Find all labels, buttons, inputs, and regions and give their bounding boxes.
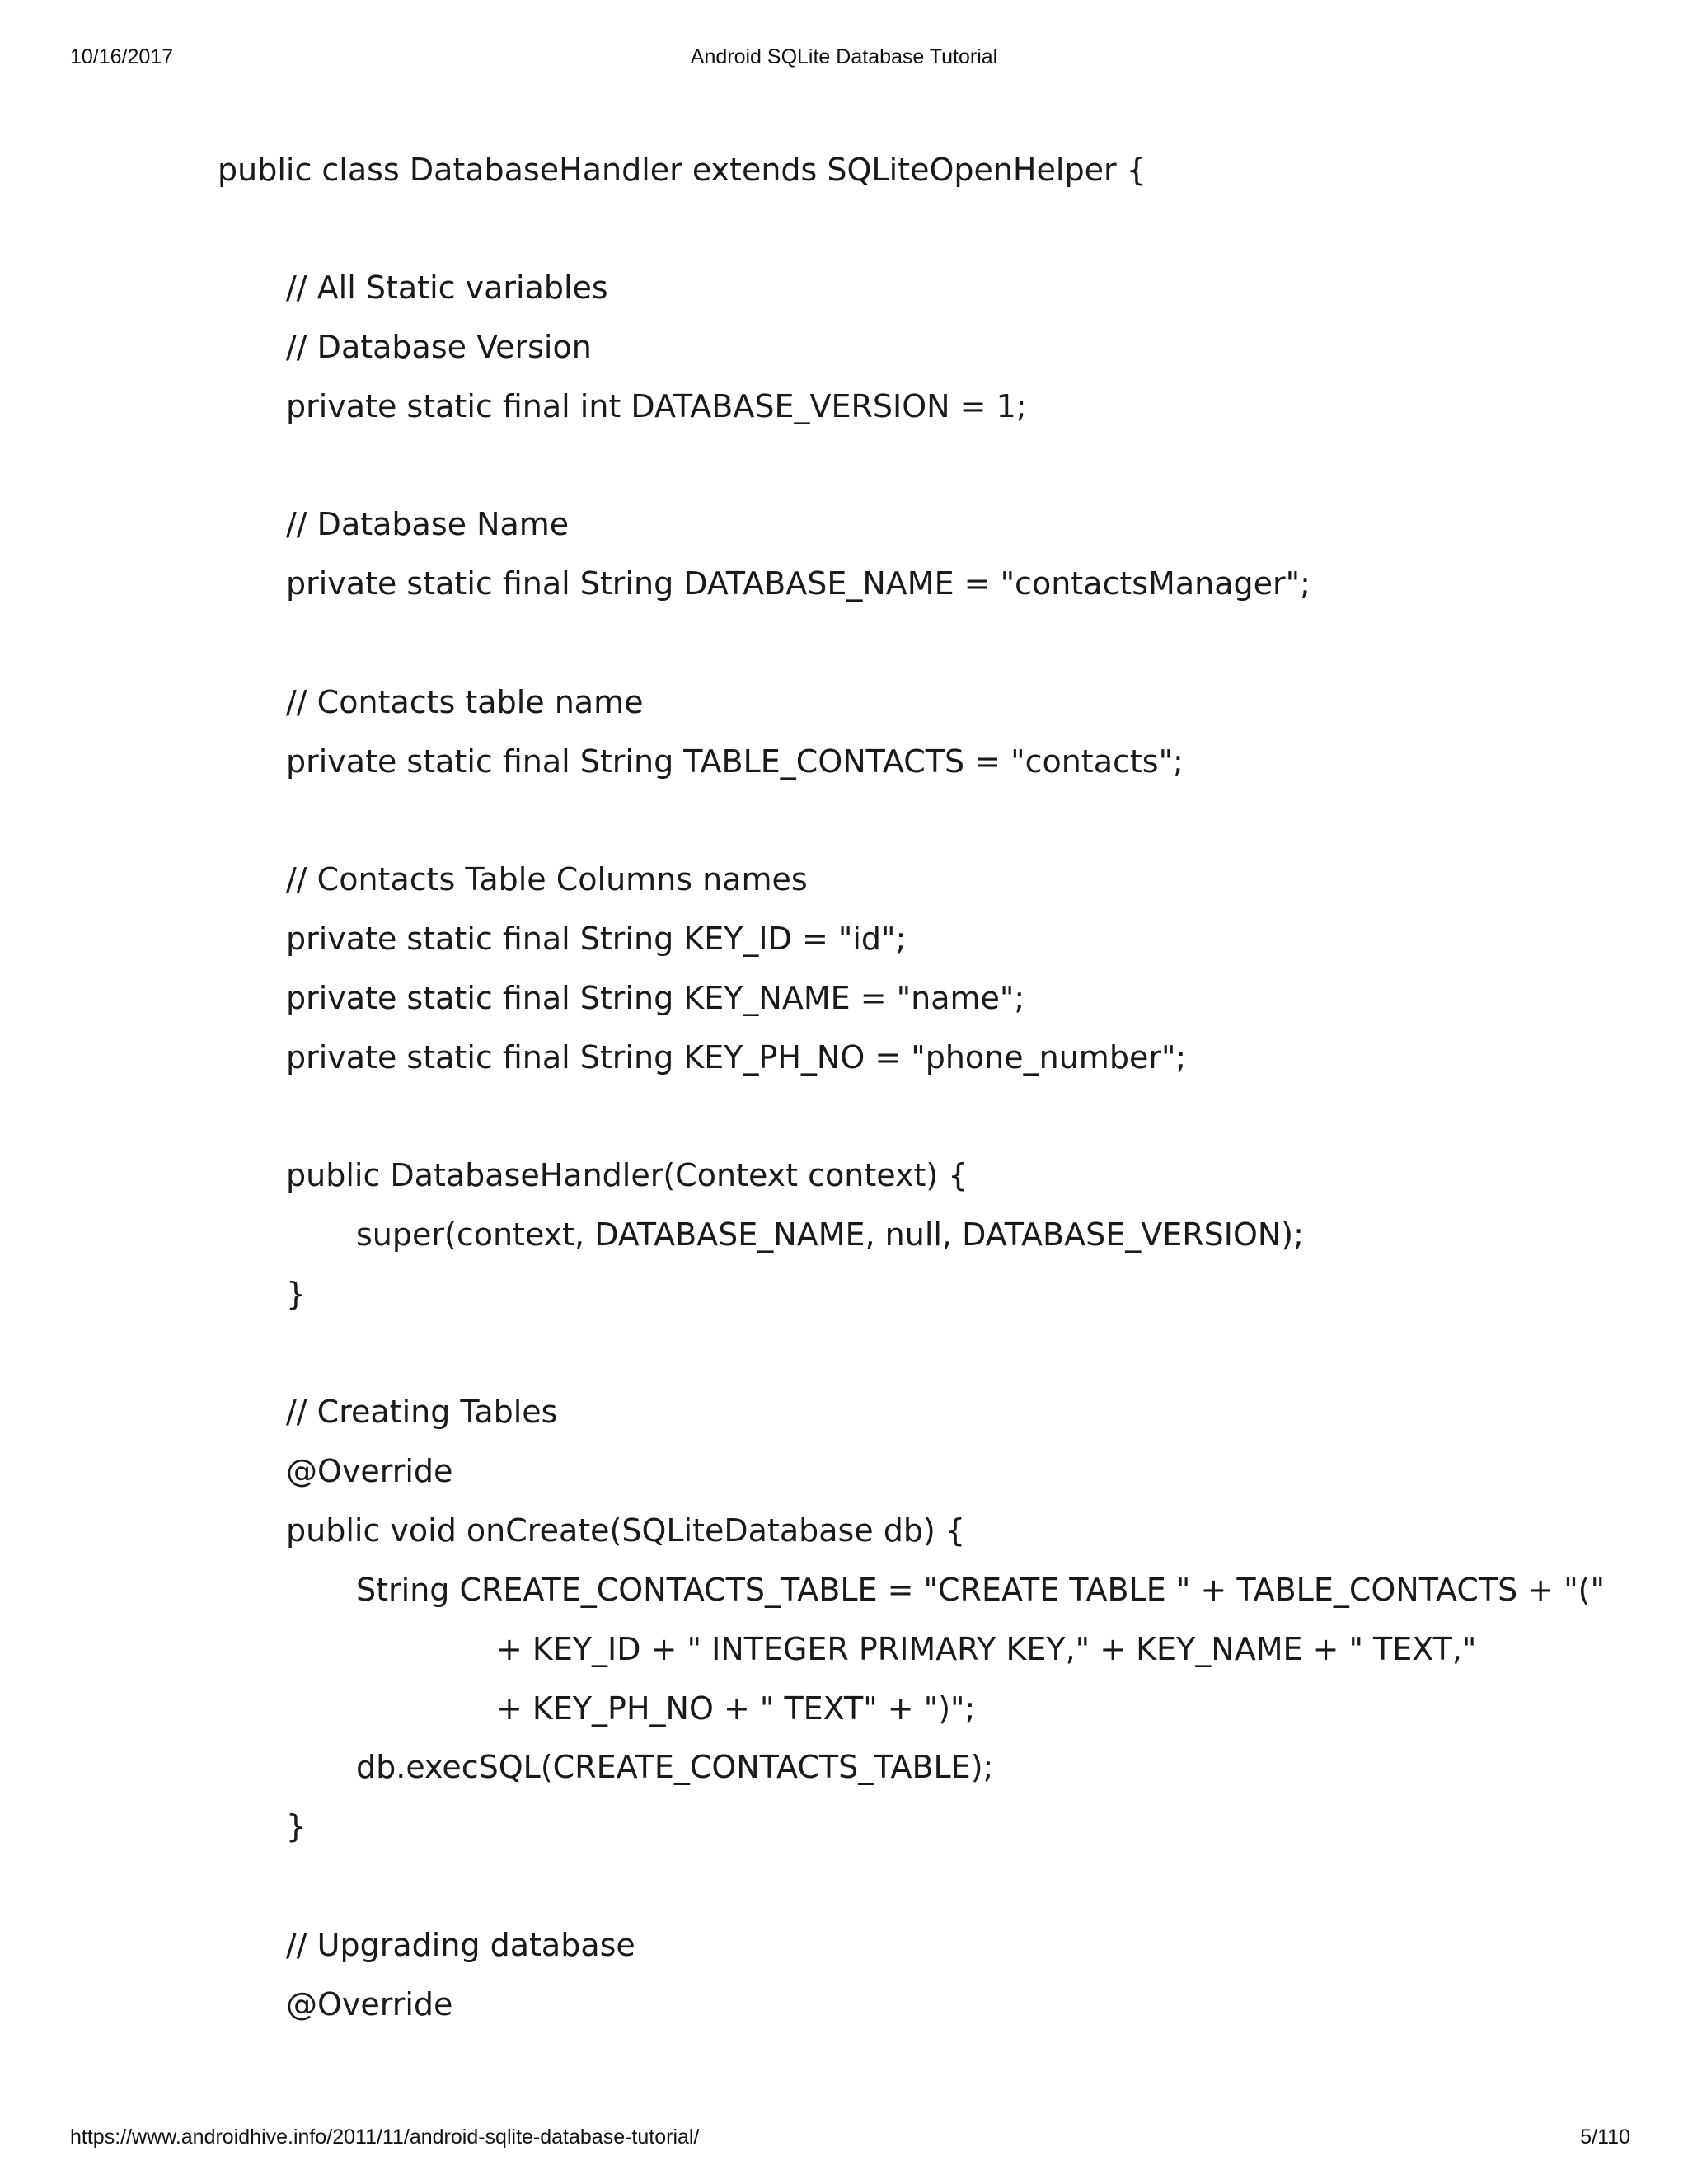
code-line: public DatabaseHandler(Context context) { xyxy=(286,1157,968,1193)
code-line: private static final int DATABASE_VERSION = 1; xyxy=(286,388,1027,424)
code-line: public class DatabaseHandler extends SQLiteOpenHelper { xyxy=(218,152,1146,188)
code-line: @Override xyxy=(286,1453,453,1489)
code-line: super(context, DATABASE_NAME, null, DATABASE_VERSION); xyxy=(356,1216,1304,1253)
code-line: private static final String TABLE_CONTACTS = "contacts"; xyxy=(286,743,1184,780)
code-line: private static final String KEY_NAME = "name"; xyxy=(286,980,1025,1016)
code-line: // Database Version xyxy=(286,329,592,365)
code-line: } xyxy=(286,1808,307,1844)
print-date: 10/16/2017 xyxy=(70,45,174,68)
code-line: + KEY_PH_NO + " TEXT" + ")"; xyxy=(496,1690,976,1727)
code-line: private static final String KEY_PH_NO = "phone_number"; xyxy=(286,1039,1187,1076)
code-line: private static final String DATABASE_NAME = "contactsManager"; xyxy=(286,565,1311,602)
code-line: // Upgrading database xyxy=(286,1927,635,1963)
code-line: private static final String KEY_ID = "id"; xyxy=(286,921,907,957)
code-line: + KEY_ID + " INTEGER PRIMARY KEY," + KEY_NAME + " TEXT," xyxy=(496,1631,1477,1667)
source-url: https://www.androidhive.info/2011/11/android-sqlite-database-tutorial/ xyxy=(70,2125,700,2149)
code-line: @Override xyxy=(286,1986,453,2022)
code-line: public void onCreate(SQLiteDatabase db) { xyxy=(286,1512,966,1549)
code-line: // Creating Tables xyxy=(286,1394,558,1430)
code-line: db.execSQL(CREATE_CONTACTS_TABLE); xyxy=(356,1749,994,1785)
page-title: Android SQLite Database Tutorial xyxy=(690,45,998,68)
code-line: // All Static variables xyxy=(286,269,608,306)
code-line: // Contacts Table Columns names xyxy=(286,861,808,898)
page-number: 5/110 xyxy=(1580,2125,1630,2149)
code-line: // Database Name xyxy=(286,506,570,542)
code-line: String CREATE_CONTACTS_TABLE = "CREATE TABLE " + TABLE_CONTACTS + "(" xyxy=(356,1572,1605,1608)
code-line: // Contacts table name xyxy=(286,684,644,720)
code-line: } xyxy=(286,1276,307,1312)
page-footer xyxy=(0,2110,1688,2184)
